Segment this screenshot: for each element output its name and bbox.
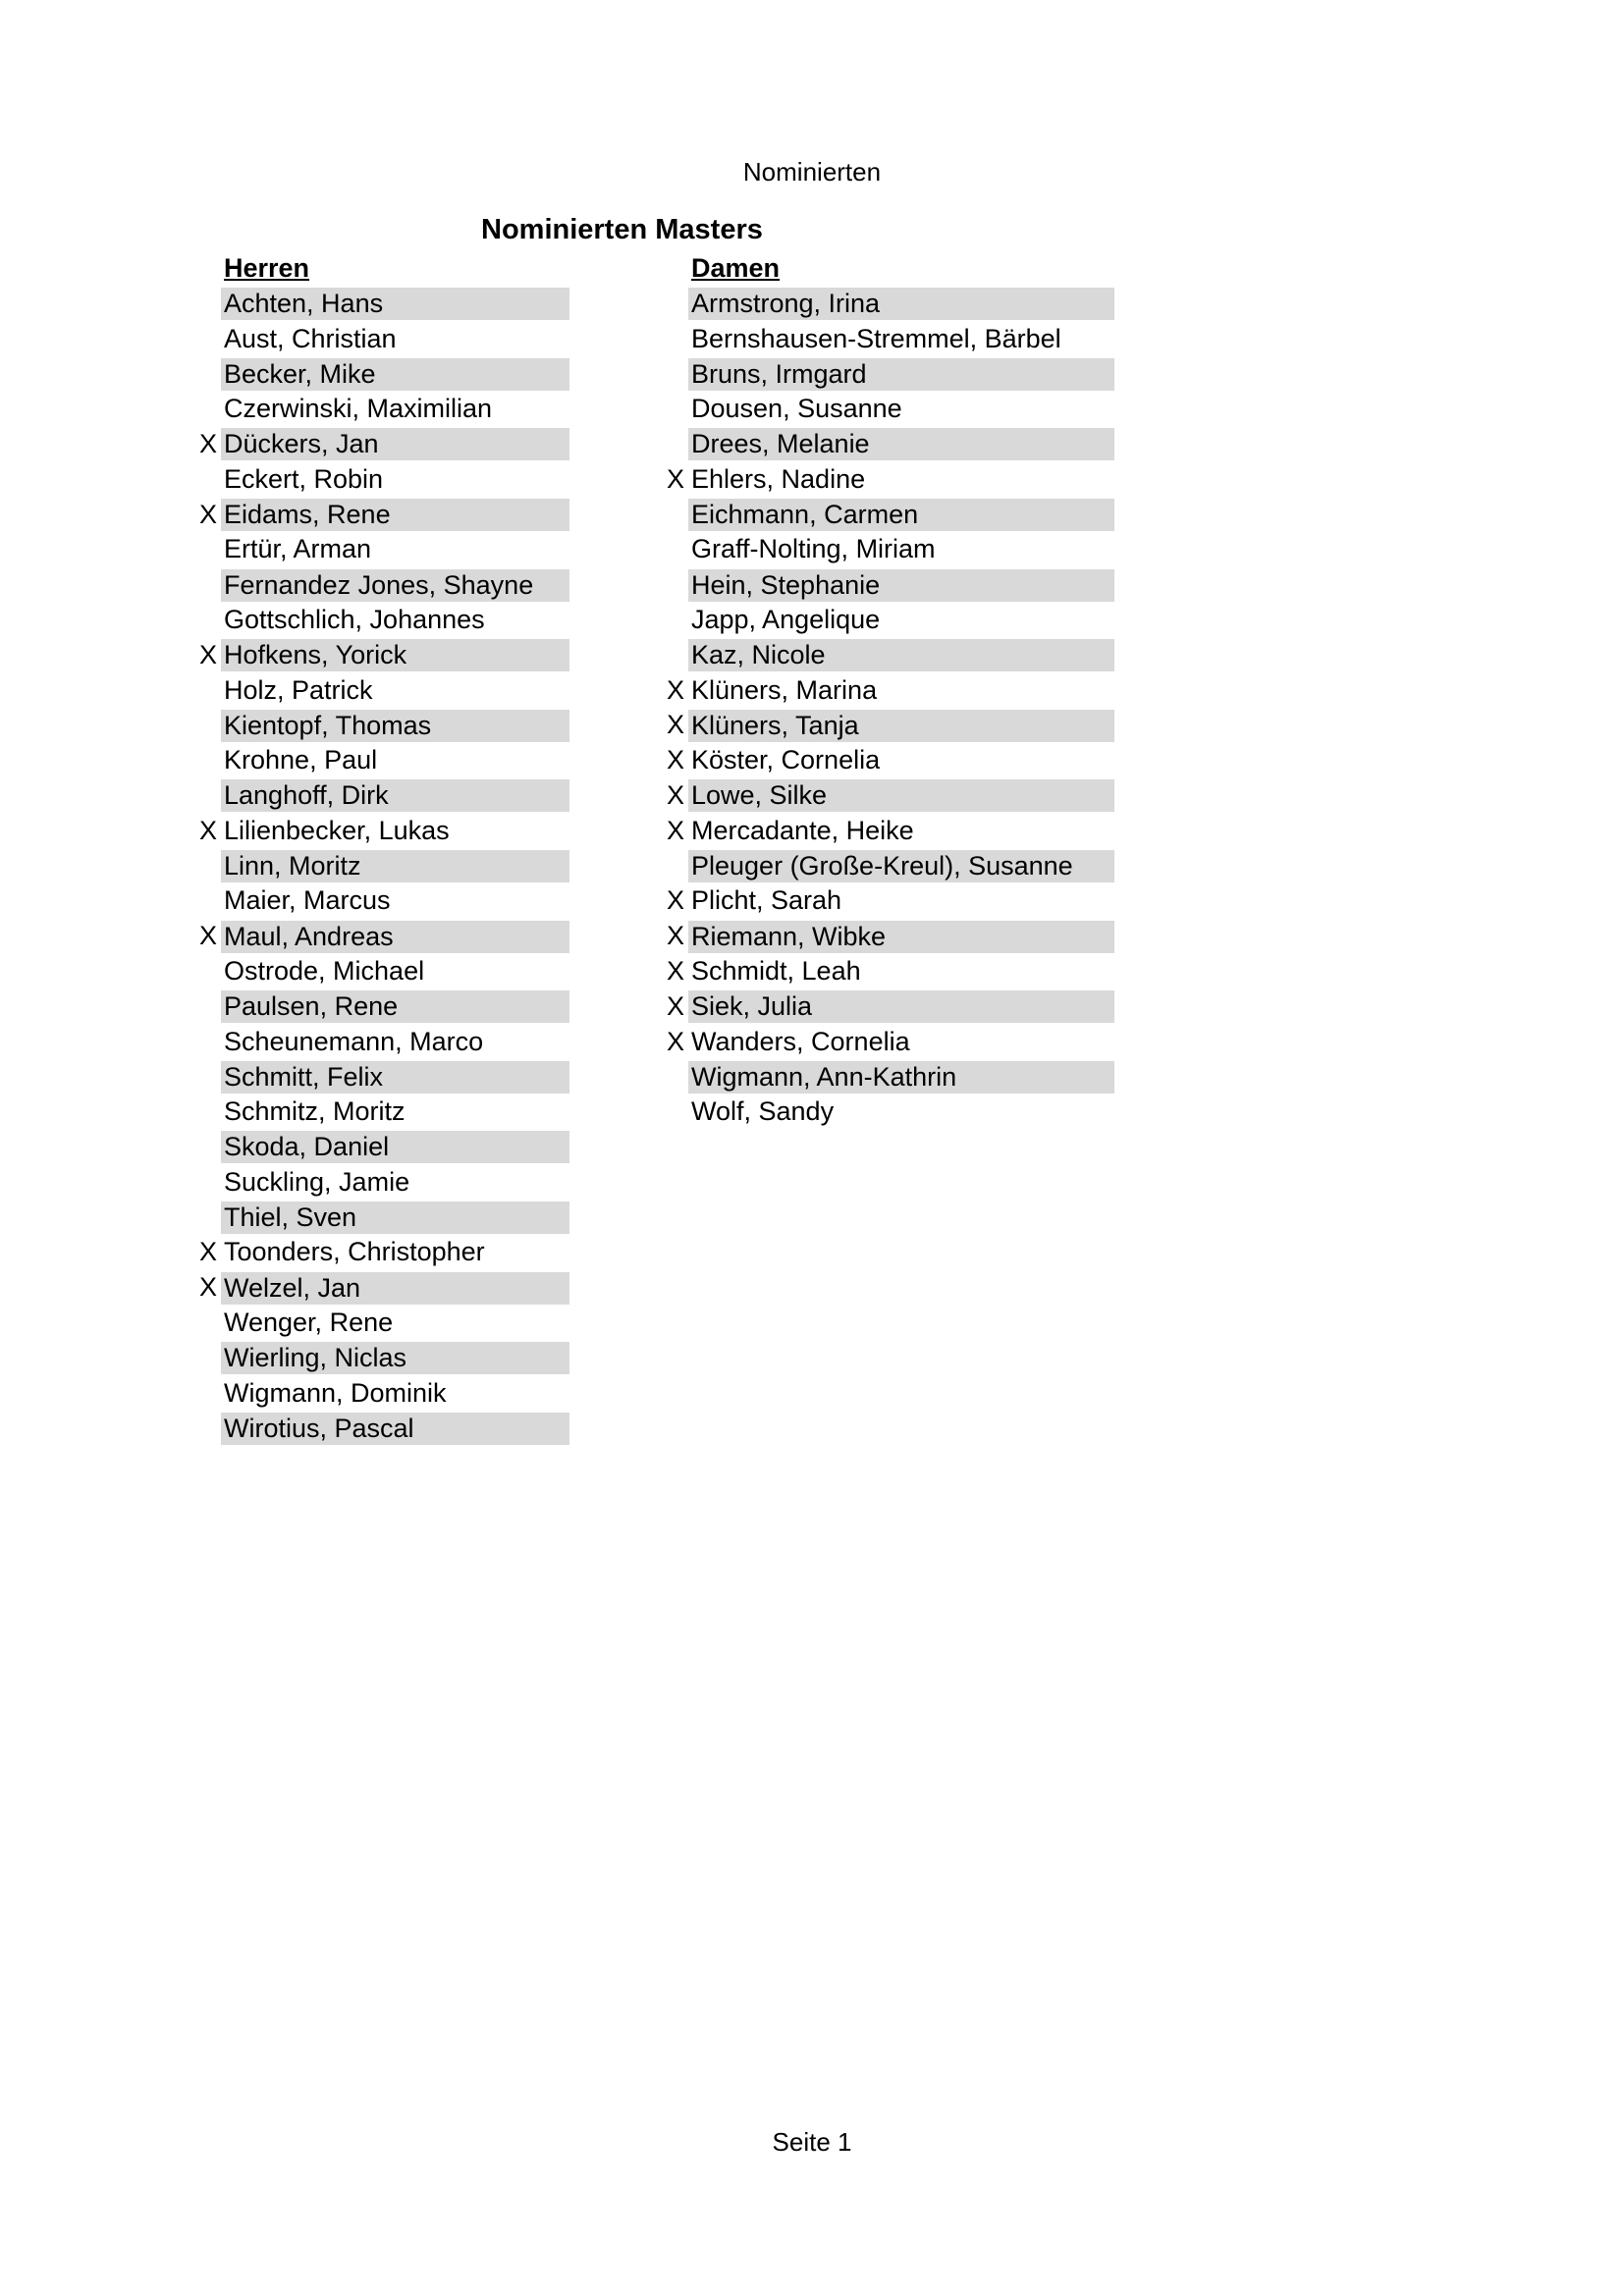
list-item — [196, 814, 569, 849]
nomination-mark — [196, 778, 220, 814]
nominee-name: Maier, Marcus — [224, 885, 391, 916]
list-item — [664, 1059, 1115, 1095]
nomination-mark: X — [666, 463, 684, 494]
list-item — [196, 1376, 569, 1412]
nomination-mark — [664, 532, 687, 567]
list-item — [196, 919, 569, 954]
nominee-name: Graff-Nolting, Miriam — [691, 534, 936, 564]
list-item — [664, 567, 1115, 603]
nomination-mark — [196, 1376, 220, 1412]
nomination-mark — [664, 1059, 687, 1095]
list-item — [196, 883, 569, 919]
list-item — [196, 322, 569, 357]
list-item — [196, 638, 569, 673]
nominee-name: Drees, Melanie — [688, 428, 1114, 460]
nomination-mark — [196, 1095, 220, 1130]
list-item — [196, 989, 569, 1025]
list-item — [196, 532, 569, 567]
nomination-mark: X — [198, 499, 217, 529]
nomination-mark: X — [198, 815, 217, 845]
list-item — [196, 1165, 569, 1201]
list-item — [196, 356, 569, 392]
nomination-mark: X — [666, 710, 684, 740]
list-item — [664, 954, 1115, 989]
list-item — [196, 1130, 569, 1165]
list-item — [196, 708, 569, 743]
nominee-name: Klüners, Marina — [691, 674, 878, 705]
nominee-name: Eichmann, Carmen — [688, 499, 1114, 531]
list-item — [664, 638, 1115, 673]
list-item — [664, 1025, 1115, 1060]
nomination-mark: X — [198, 428, 217, 458]
nominee-name: Wierling, Niclas — [221, 1342, 569, 1374]
list-item — [196, 1025, 569, 1060]
nominee-name: Kientopf, Thomas — [221, 710, 569, 742]
nominee-name: Welzel, Jan — [221, 1272, 569, 1305]
nomination-mark: X — [666, 674, 684, 705]
nomination-mark — [196, 1341, 220, 1376]
nominee-name: Fernandez Jones, Shayne — [221, 569, 569, 602]
list-item — [664, 1095, 1115, 1130]
nomination-mark: X — [198, 921, 217, 951]
nominee-name: Paulsen, Rene — [221, 990, 569, 1023]
list-item — [664, 743, 1115, 778]
nomination-mark: X — [666, 745, 684, 775]
nomination-mark — [664, 356, 687, 392]
nomination-mark — [664, 392, 687, 427]
nominee-name: Eckert, Robin — [224, 463, 384, 494]
nominee-name: Schmitt, Felix — [221, 1061, 569, 1094]
herren-heading: Herren — [224, 253, 310, 283]
nomination-mark — [196, 883, 220, 919]
nominee-name: Wigmann, Ann-Kathrin — [688, 1061, 1114, 1094]
nominee-name: Hein, Stephanie — [688, 569, 1114, 602]
nominee-name: Schmidt, Leah — [691, 955, 861, 986]
nominee-name: Siek, Julia — [688, 990, 1114, 1023]
nominee-name: Dousen, Susanne — [691, 394, 902, 424]
nomination-mark — [196, 673, 220, 709]
nominee-name: Hofkens, Yorick — [221, 639, 569, 671]
nominee-name: Riemann, Wibke — [688, 921, 1114, 953]
nomination-mark — [196, 1059, 220, 1095]
nomination-mark: X — [666, 779, 684, 810]
nominee-name: Mercadante, Heike — [691, 815, 914, 845]
damen-column — [664, 251, 1115, 1130]
nomination-mark — [664, 322, 687, 357]
nomination-mark — [664, 567, 687, 603]
list-item — [196, 1235, 569, 1270]
list-item — [664, 462, 1115, 498]
nominee-name: Bruns, Irmgard — [688, 358, 1114, 391]
list-item — [196, 1095, 569, 1130]
list-item — [196, 1201, 569, 1236]
list-item — [196, 392, 569, 427]
list-item — [664, 708, 1115, 743]
list-item — [196, 1306, 569, 1341]
nominee-name: Wolf, Sandy — [691, 1096, 835, 1127]
list-item — [196, 427, 569, 462]
list-item — [664, 989, 1115, 1025]
list-item — [196, 673, 569, 709]
nomination-mark — [196, 462, 220, 498]
nominee-name: Plicht, Sarah — [691, 885, 842, 916]
nomination-mark — [196, 849, 220, 884]
nominee-name: Gottschlich, Johannes — [224, 604, 485, 634]
nominee-name: Holz, Patrick — [224, 674, 373, 705]
nominee-name: Lowe, Silke — [688, 779, 1114, 812]
nominee-name: Kaz, Nicole — [688, 639, 1114, 671]
nominee-name: Thiel, Sven — [221, 1201, 569, 1234]
nomination-mark — [664, 287, 687, 322]
list-item — [664, 532, 1115, 567]
list-item — [664, 498, 1115, 533]
nominee-name: Wanders, Cornelia — [691, 1026, 910, 1056]
nominee-name: Lilienbecker, Lukas — [224, 815, 450, 845]
nominee-name: Krohne, Paul — [224, 745, 378, 775]
list-item — [196, 1059, 569, 1095]
nominee-name: Eidams, Rene — [221, 499, 569, 531]
list-item — [196, 498, 569, 533]
nomination-mark: X — [666, 1026, 684, 1056]
list-item — [664, 356, 1115, 392]
herren-column — [196, 251, 569, 1446]
nominee-name: Maul, Andreas — [221, 921, 569, 953]
nomination-mark — [196, 1411, 220, 1446]
nomination-mark — [664, 638, 687, 673]
nominee-name: Ostrode, Michael — [224, 955, 425, 986]
nomination-mark: X — [666, 921, 684, 951]
nomination-mark — [664, 427, 687, 462]
list-item — [664, 287, 1115, 322]
damen-list — [664, 287, 1115, 1130]
nominee-name: Czerwinski, Maximilian — [224, 394, 493, 424]
list-item — [196, 954, 569, 989]
nomination-mark — [664, 1095, 687, 1130]
nomination-mark — [196, 603, 220, 638]
list-item — [664, 427, 1115, 462]
nomination-mark — [664, 498, 687, 533]
document-title: Nominierten Masters — [481, 214, 763, 245]
nomination-mark — [196, 1025, 220, 1060]
herren-list — [196, 287, 569, 1446]
nomination-mark: X — [198, 1272, 217, 1303]
nominee-name: Suckling, Jamie — [224, 1166, 410, 1197]
nominee-name: Wigmann, Dominik — [224, 1377, 447, 1408]
list-item — [196, 462, 569, 498]
list-item — [196, 1411, 569, 1446]
nominee-name: Dückers, Jan — [221, 428, 569, 460]
nomination-mark — [196, 532, 220, 567]
list-item — [196, 778, 569, 814]
nomination-mark — [664, 603, 687, 638]
nomination-mark — [196, 392, 220, 427]
nomination-mark — [196, 356, 220, 392]
nomination-mark — [196, 708, 220, 743]
nominee-name: Köster, Cornelia — [691, 745, 881, 775]
nominee-name: Bernshausen-Stremmel, Bärbel — [691, 323, 1061, 353]
list-item — [196, 287, 569, 322]
nominee-name: Wirotius, Pascal — [221, 1413, 569, 1445]
list-item — [664, 778, 1115, 814]
nomination-mark — [196, 287, 220, 322]
nominee-name: Wenger, Rene — [224, 1307, 394, 1337]
list-item — [196, 1270, 569, 1306]
nomination-mark — [196, 1165, 220, 1201]
nominee-name: Ehlers, Nadine — [691, 463, 866, 494]
nominee-name: Schmitz, Moritz — [224, 1096, 406, 1127]
page-header: Nominierten — [742, 157, 882, 187]
list-item — [196, 603, 569, 638]
list-item — [196, 1341, 569, 1376]
nomination-mark — [196, 1201, 220, 1236]
list-item — [664, 919, 1115, 954]
list-item — [664, 392, 1115, 427]
nominee-name: Pleuger (Große-Kreul), Susanne — [688, 850, 1114, 882]
nomination-mark — [196, 954, 220, 989]
list-item — [664, 814, 1115, 849]
nominee-name: Klüners, Tanja — [688, 710, 1114, 742]
list-item — [664, 603, 1115, 638]
nomination-mark: X — [666, 815, 684, 845]
nomination-mark: X — [198, 1237, 217, 1267]
nomination-mark — [196, 1306, 220, 1341]
list-item — [664, 673, 1115, 709]
nomination-mark — [196, 743, 220, 778]
nomination-mark: X — [666, 885, 684, 916]
nominee-name: Ertür, Arman — [224, 534, 372, 564]
nominee-name: Achten, Hans — [221, 288, 569, 320]
nomination-mark: X — [666, 990, 684, 1021]
list-item — [664, 883, 1115, 919]
nominee-name: Becker, Mike — [221, 358, 569, 391]
list-item — [664, 849, 1115, 884]
nomination-mark — [196, 567, 220, 603]
nominee-name: Japp, Angelique — [691, 604, 881, 634]
list-item — [196, 743, 569, 778]
nominee-name: Scheunemann, Marco — [224, 1026, 484, 1056]
page-footer: Seite 1 — [772, 2127, 852, 2157]
nomination-mark: X — [666, 955, 684, 986]
nominee-name: Aust, Christian — [224, 323, 397, 353]
nomination-mark — [196, 1130, 220, 1165]
nomination-mark: X — [198, 639, 217, 669]
nominee-name: Linn, Moritz — [221, 850, 569, 882]
nominee-name: Skoda, Daniel — [221, 1131, 569, 1163]
nomination-mark — [664, 849, 687, 884]
nomination-mark — [196, 322, 220, 357]
nominee-name: Langhoff, Dirk — [221, 779, 569, 812]
nominee-name: Toonders, Christopher — [224, 1237, 485, 1267]
damen-heading: Damen — [691, 253, 781, 283]
list-item — [196, 849, 569, 884]
nomination-mark — [196, 989, 220, 1025]
list-item — [196, 567, 569, 603]
nominee-name: Armstrong, Irina — [688, 288, 1114, 320]
list-item — [664, 322, 1115, 357]
